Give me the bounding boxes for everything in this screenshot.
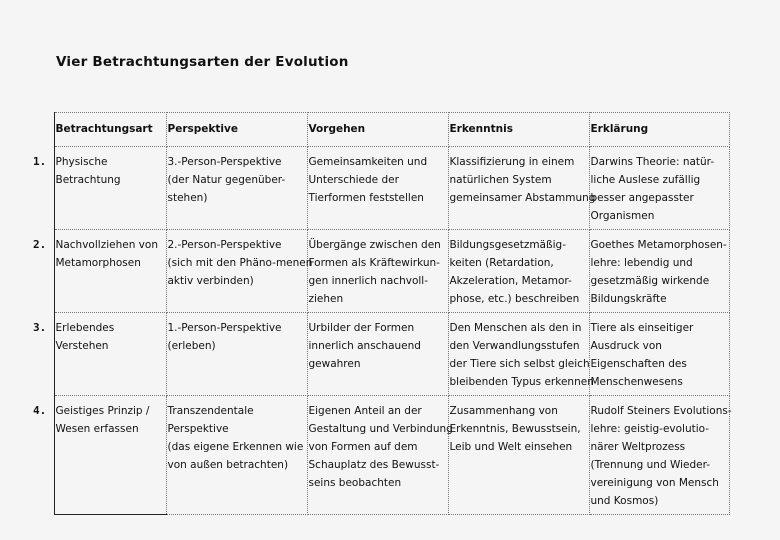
cell-text-line: Leib und Welt einsehen <box>449 441 573 453</box>
cell-text-line: Darwins Theorie: natür- <box>590 156 715 168</box>
cell-vorgehen <box>307 147 448 230</box>
cell-text-line: Übergänge zwischen den <box>308 239 441 251</box>
cell-text-line: gesetzmäßig wirkende <box>590 275 710 287</box>
cell-erklaerung <box>589 147 729 230</box>
row-number: 2. <box>33 237 47 251</box>
header-betrachtungsart: Betrachtungsart <box>54 113 166 147</box>
cell-text-line: Gemeinsamkeiten und <box>308 156 428 168</box>
cell-betrachtungsart <box>54 230 166 313</box>
row-number: 1. <box>33 154 47 168</box>
cell-text-line: der Tiere sich selbst gleich <box>449 358 590 370</box>
cell-text-line: Eigenen Anteil an der <box>308 405 422 417</box>
cell-text-line: von Formen auf dem <box>308 441 418 453</box>
evolution-table <box>33 112 730 515</box>
cell-text-line: Erlebendes <box>55 322 115 334</box>
cell-vorgehen <box>307 230 448 313</box>
cell-text-line: von außen betrachten) <box>167 459 289 471</box>
cell-text-line: närer Weltprozess <box>590 441 686 453</box>
cell-text-line: Tierformen feststellen <box>308 192 424 204</box>
table-header-row <box>33 113 729 147</box>
cell-text-line: lehre: lebendig und <box>590 257 693 269</box>
cell-erkenntnis <box>448 230 589 313</box>
cell-perspektive <box>166 147 307 230</box>
cell-text-line: ziehen <box>308 293 344 305</box>
cell-text-line: innerlich anschauend <box>308 340 421 352</box>
cell-text-line: Klassifizierung in einem <box>449 156 575 168</box>
cell-text-line: Geistiges Prinzip / <box>55 405 150 417</box>
cell-text-line: (Trennung und Wieder- <box>590 459 711 471</box>
cell-text-line: den Verwandlungsstufen <box>449 340 580 352</box>
cell-text-line: stehen) <box>167 192 208 204</box>
header-erkenntnis: Erkenntnis <box>448 113 589 147</box>
cell-text-line: Perspektive <box>167 423 229 435</box>
cell-text-line: Zusammenhang von <box>449 405 558 417</box>
cell-text-line: bleibenden Typus erkennen <box>449 376 594 388</box>
cell-text-line: Schauplatz des Bewusst- <box>308 459 440 471</box>
cell-betrachtungsart <box>54 147 166 230</box>
header-erklaerung: Erklärung <box>589 113 729 147</box>
cell-text-line: lehre: geistig-evolutio- <box>590 423 710 435</box>
cell-text-line: (erleben) <box>167 340 216 352</box>
header-number-cell <box>33 113 54 147</box>
cell-erkenntnis <box>448 147 596 230</box>
page-title: Vier Betrachtungsarten der Evolution <box>56 54 349 70</box>
cell-erkenntnis <box>448 313 594 396</box>
cell-text-line: Goethes Metamorphosen- <box>590 239 727 251</box>
cell-text-line: Wesen erfassen <box>55 423 139 435</box>
cell-text-line: Formen als Kräftewirkun- <box>308 257 440 269</box>
cell-text-line: Urbilder der Formen <box>308 322 415 334</box>
cell-text-line: (sich mit den Phäno-menen <box>167 257 313 269</box>
row-number: 4. <box>33 403 47 417</box>
cell-text-line: phose, etc.) beschreiben <box>449 293 580 305</box>
cell-text-line: Ausdruck von <box>590 340 662 352</box>
cell-betrachtungsart <box>54 396 166 515</box>
cell-text-line: Verstehen <box>55 340 109 352</box>
cell-vorgehen <box>307 313 448 396</box>
cell-text-line: Transzendentale <box>167 405 254 417</box>
cell-text-line: 1.-Person-Perspektive <box>167 322 282 334</box>
cell-text-line: Eigenschaften des <box>590 358 687 370</box>
cell-text-line: 2.-Person-Perspektive <box>167 239 282 251</box>
cell-text-line: 3.-Person-Perspektive <box>167 156 282 168</box>
cell-perspektive <box>166 230 313 313</box>
evolution-table-container <box>33 112 732 515</box>
cell-erkenntnis <box>448 396 589 515</box>
cell-text-line: Physische <box>55 156 108 168</box>
cell-text-line: besser angepasster <box>590 192 694 204</box>
table-row <box>33 230 729 313</box>
cell-text-line: aktiv verbinden) <box>167 275 254 287</box>
cell-text-line: Erkenntnis, Bewusstsein, <box>449 423 581 435</box>
cell-text-line: (das eigene Erkennen wie <box>167 441 304 453</box>
cell-text-line: Rudolf Steiners Evolutions- <box>590 405 732 417</box>
cell-text-line: keiten (Retardation, <box>449 257 554 269</box>
cell-betrachtungsart <box>54 313 166 396</box>
header-vorgehen: Vorgehen <box>307 113 448 147</box>
cell-text-line: gen innerlich nachvoll- <box>308 275 428 287</box>
cell-vorgehen <box>307 396 453 515</box>
cell-text-line: (der Natur gegenüber- <box>167 174 286 186</box>
cell-text-line: Bildungsgesetzmäßig- <box>449 239 566 251</box>
cell-erklaerung <box>589 396 732 515</box>
cell-text-line: Nachvollziehen von <box>55 239 158 251</box>
cell-text-line: Metamorphosen <box>55 257 141 269</box>
cell-perspektive <box>166 313 307 396</box>
cell-text-line: Akzeleration, Metamor- <box>449 275 572 287</box>
cell-text-line: Den Menschen als den in <box>449 322 582 334</box>
cell-text-line: natürlichen System <box>449 174 552 186</box>
table-row <box>33 147 729 230</box>
header-perspektive: Perspektive <box>166 113 307 147</box>
cell-erklaerung <box>589 230 729 313</box>
cell-text-line: Gestaltung und Verbindung <box>308 423 453 435</box>
table-row <box>33 313 729 396</box>
cell-text-line: gewahren <box>308 358 361 370</box>
cell-text-line: Bildungskräfte <box>590 293 667 305</box>
cell-text-line: liche Auslese zufällig <box>590 174 701 186</box>
cell-text-line: Organismen <box>590 210 655 222</box>
table-body <box>33 147 732 515</box>
cell-text-line: und Kosmos) <box>590 495 659 507</box>
cell-text-line: gemeinsamer Abstammung <box>449 192 596 204</box>
table-row <box>33 396 729 515</box>
cell-text-line: seins beobachten <box>308 477 402 489</box>
cell-text-line: Betrachtung <box>55 174 121 186</box>
cell-text-line: Unterschiede der <box>308 174 399 186</box>
cell-perspektive <box>166 396 307 515</box>
cell-text-line: vereinigung von Mensch <box>590 477 719 489</box>
cell-text-line: Tiere als einseitiger <box>590 322 694 334</box>
cell-erklaerung <box>589 313 729 396</box>
row-number: 3. <box>33 320 47 334</box>
cell-text-line: Menschenwesens <box>590 376 683 388</box>
